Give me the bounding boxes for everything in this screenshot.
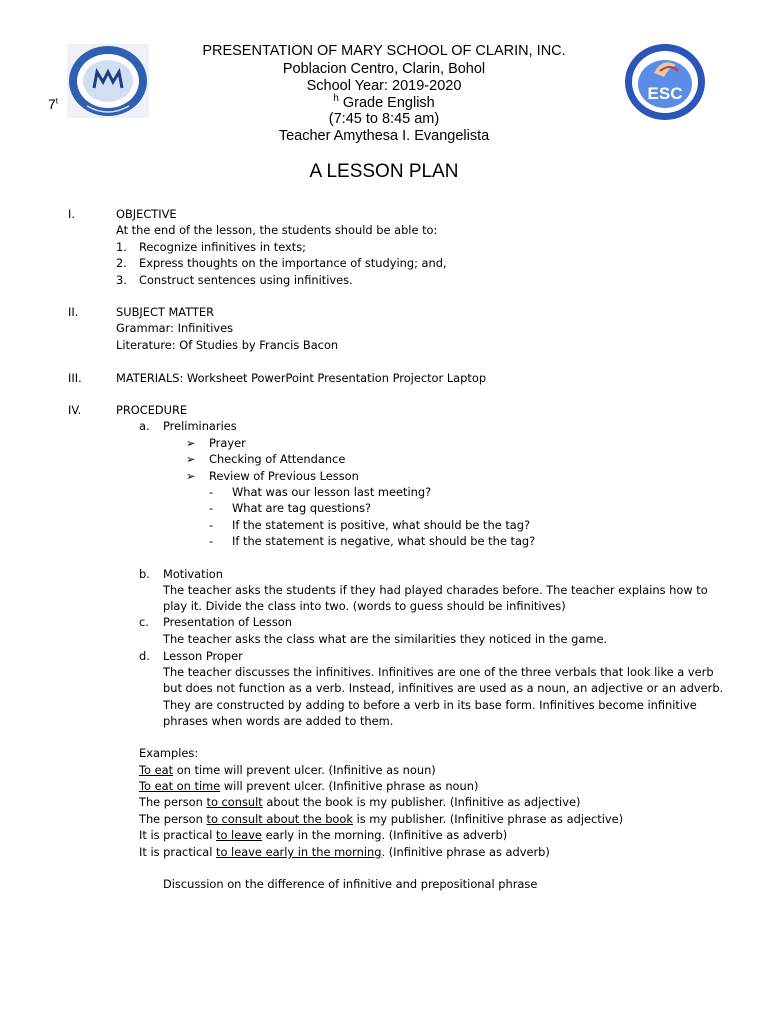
example-after: will prevent ulcer. (Infinitive phrase as noun)	[220, 779, 479, 793]
example-before: The person	[139, 812, 207, 826]
preliminary-item: Prayer	[209, 436, 246, 450]
objective-item-num: 3.	[116, 273, 127, 287]
grade-sup-left: t	[55, 96, 59, 106]
example-after: about the book is my publisher. (Infinitive as adjective)	[262, 795, 581, 809]
example-after: early in the morning. (Infinitive as adverb)	[261, 828, 508, 842]
example-sentence	[139, 844, 550, 861]
review-question: What are tag questions?	[232, 501, 372, 515]
grade-number	[48, 96, 58, 112]
preliminaries-label: Preliminaries	[163, 419, 237, 433]
objective-intro: At the end of the lesson, the students should be able to:	[116, 223, 438, 237]
objective-numeral: I.	[68, 207, 75, 221]
materials-numeral: III.	[68, 371, 82, 385]
dash-bullet-icon: -	[209, 485, 214, 499]
example-infinitive: to consult	[206, 795, 263, 809]
dash-bullet-icon: -	[209, 518, 214, 532]
procedure-numeral: IV.	[68, 403, 82, 417]
esc-label: ESC	[647, 84, 683, 103]
arrow-bullet-icon: ➢	[186, 469, 196, 483]
grade-subject	[0, 95, 768, 112]
lesson-proper-label: Lesson Proper	[163, 649, 243, 663]
motivation-letter: b.	[139, 567, 150, 581]
lesson-proper-line: The teacher discusses the infinitives. Infinitives are one of the three verbals that look like a verb	[163, 665, 714, 679]
example-infinitive: To eat on time	[139, 779, 221, 793]
motivation-line: play it. Divide the class into two. (words to guess should be infinitives)	[163, 599, 566, 613]
review-question: What was our lesson last meeting?	[232, 485, 432, 499]
materials-text: MATERIALS: Worksheet PowerPoint Presentation Projector Laptop	[116, 371, 487, 385]
example-sentence	[139, 778, 478, 795]
preliminary-item: Review of Previous Lesson	[209, 469, 359, 483]
review-question: If the statement is negative, what should be the tag?	[232, 534, 536, 548]
preliminary-item: Checking of Attendance	[209, 452, 346, 466]
example-after: is my publisher. (Infinitive phrase as adjective)	[352, 812, 624, 826]
class-time: (7:45 to 8:45 am)	[328, 111, 440, 127]
arrow-bullet-icon: ➢	[186, 436, 196, 450]
example-before: It is practical	[139, 828, 216, 842]
example-sentence	[139, 811, 623, 828]
objective-item: Recognize infinitives in texts;	[139, 240, 306, 254]
example-after: on time will prevent ulcer. (Infinitive as noun)	[173, 763, 436, 777]
school-year: School Year: 2019-2020	[306, 78, 462, 94]
lesson-proper-letter: d.	[139, 649, 150, 663]
subject-grammar: Grammar: Infinitives	[116, 321, 234, 335]
example-infinitive: To eat	[139, 763, 174, 777]
objective-item: Express thoughts on the importance of studying; and,	[139, 256, 447, 270]
page-title: A LESSON PLAN	[309, 161, 459, 182]
lesson-proper-line: They are constructed by adding to before a verb in its base form. Infinitives become infinitive	[163, 698, 697, 712]
presentation-line: The teacher asks the class what are the similarities they noticed in the game.	[163, 632, 608, 646]
example-sentence	[139, 794, 580, 811]
motivation-label: Motivation	[163, 567, 223, 581]
example-infinitive: to consult about the book	[206, 812, 353, 826]
school-name: PRESENTATION OF MARY SCHOOL OF CLARIN, INC.	[202, 43, 566, 59]
school-address: Poblacion Centro, Clarin, Bohol	[282, 61, 486, 77]
examples-heading: Examples:	[139, 746, 199, 760]
teacher-name: Teacher Amythesa I. Evangelista	[278, 128, 490, 144]
arrow-bullet-icon: ➢	[186, 452, 196, 466]
objective-item: Construct sentences using infinitives.	[139, 273, 353, 287]
subject-matter-numeral: II.	[68, 305, 79, 319]
subject-matter-heading: SUBJECT MATTER	[116, 305, 215, 319]
lesson-proper-line: phrases when words are added to them.	[163, 714, 394, 728]
grade-subject-text: Grade English	[342, 95, 435, 111]
objective-item-num: 1.	[116, 240, 127, 254]
discussion-text: Discussion on the difference of infinitive and prepositional phrase	[163, 877, 538, 891]
example-before: The person	[139, 795, 207, 809]
example-before: It is practical	[139, 845, 216, 859]
motivation-line: The teacher asks the students if they had played charades before. The teacher explains how to	[163, 583, 708, 597]
example-after: . (Infinitive phrase as adverb)	[381, 845, 550, 859]
dash-bullet-icon: -	[209, 534, 214, 548]
example-infinitive: to leave early in the morning	[215, 845, 382, 859]
example-sentence	[139, 827, 507, 844]
review-question: If the statement is positive, what should be the tag?	[232, 518, 531, 532]
grade-number-text: 7	[48, 96, 56, 112]
grade-sup-right: h	[333, 93, 339, 105]
presentation-label: Presentation of Lesson	[163, 615, 292, 629]
objective-item-num: 2.	[116, 256, 127, 270]
example-sentence	[139, 762, 436, 779]
dash-bullet-icon: -	[209, 501, 214, 515]
procedure-heading: PROCEDURE	[116, 403, 188, 417]
example-infinitive: to leave	[215, 828, 262, 842]
subject-literature: Literature: Of Studies by Francis Bacon	[116, 338, 339, 352]
preliminaries-letter: a.	[139, 419, 150, 433]
lesson-proper-line: but does not function as a verb. Instead, infinitives are used as a noun, an adjective or an adverb.	[163, 681, 724, 695]
presentation-letter: c.	[139, 615, 149, 629]
objective-heading: OBJECTIVE	[116, 207, 177, 221]
